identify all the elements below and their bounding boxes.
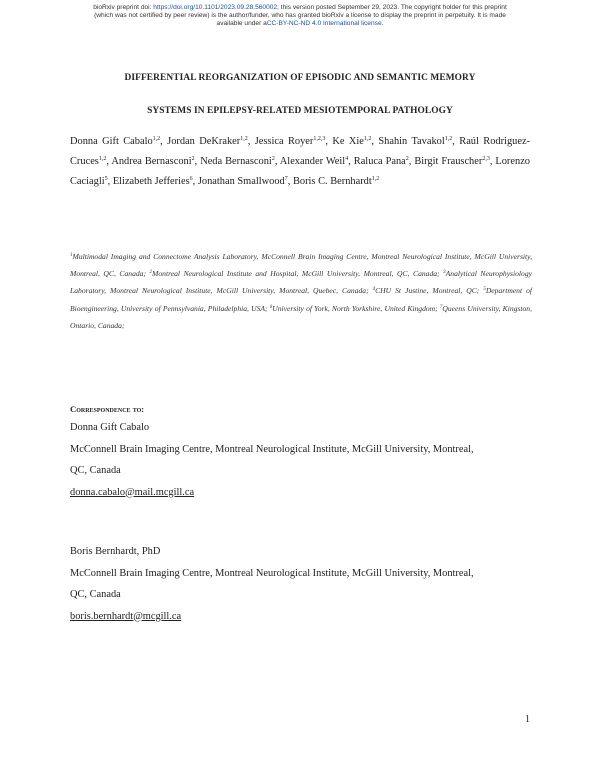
contact-email-link[interactable]: donna.cabalo@mail.mcgill.ca [70,486,195,498]
affiliation-list [70,248,532,334]
contact-address-line-2: QC, Canada [70,465,121,476]
author-name: Birgit Frauscher [414,155,483,167]
author-entry [332,136,371,147]
contact-address-line-1: McConnell Brain Imaging Centre, Montreal Neurological Institute, McGill University, Montreal, [70,567,474,579]
author-affiliation-marker: 1,2,3 [313,136,326,142]
doi-link[interactable]: https://doi.org/10.1101/2023.09.28.560002 [153,4,278,11]
author-entry [198,176,288,187]
affiliation-number: 6 [269,304,273,310]
contact-address-line-1: McConnell Brain Imaging Centre, Montreal Neurological Institute, McGill University, Montreal, [70,443,474,455]
author-entry [200,156,275,167]
author-affiliation-marker: 6 [189,175,193,182]
affiliation-entry [270,304,438,313]
author-name: Ke Xie [332,136,364,147]
affiliation-number: 4 [372,287,376,293]
affiliation-number: 3 [443,270,446,276]
author-affiliation-marker: 1,2 [371,175,380,182]
author-affiliation-marker: 5 [104,175,108,182]
author-affiliation-marker: 1,2 [98,155,107,162]
author-entry [414,156,489,167]
author-affiliation-marker: 7 [284,175,288,182]
author-name: Neda Bernasconi [200,155,272,167]
affiliation-number: 1 [70,253,73,258]
author-name: Jessica Royer [254,136,314,147]
author-list: Donna Gift Cabalo$^{1,2}$, Jordan DeKraker$^{1,2}$, Jessica Royer$^{1,2,3}$, Ke Xie$^{1,2}$, Shahin Tavakol$^{1,2}$, Raúl Rodriguez-Cruces$^{1,2}$, Andrea Bernasconi$^2$, Neda Bernasconi$^2$, Alexander Weil$^4$, Raluca Pana$^2$, Birgit Frauscher$^{2,3}$, Lorenzo Caciagli$^5$, Elizabeth Jefferies$^6$, Jonathan Smallwood$^7$, Boris C. Bernhardt$^{1,2}$ [70,136,531,187]
author-entry [167,136,248,147]
affiliation-text: Queens University, Kingston, Ontario, Canada; [70,303,532,330]
affiliation-entry [150,269,440,278]
author-name: Shahin Tavakol [378,136,445,147]
author-entry [70,136,160,147]
author-affiliation-marker: 2 [405,155,409,162]
author-affiliation-marker: 1,2 [152,136,161,142]
preprint-notice [40,4,560,28]
affiliation-text: Analytical Neurophysiology Laboratory, Montreal Neurological Institute, McGill University, Montreal, Quebec, Canada; [70,269,532,296]
correspondence-contact-1 [70,417,530,503]
contact-email-link[interactable]: boris.bernhardt@mcgill.ca [70,610,182,622]
author-affiliation-marker: 2,3 [482,155,490,162]
author-entry [111,156,194,167]
author-affiliation-marker: 1,2 [240,136,248,142]
preprint-doi-prefix: bioRxiv preprint doi: [93,4,154,11]
author-affiliation-marker: 2 [191,155,195,162]
author-entry [293,176,379,187]
preprint-available-under: available under a [216,20,267,27]
author-name: Donna Gift Cabalo [70,136,153,147]
author-affiliation-marker: 4 [345,155,349,162]
affiliation-entry [373,286,480,295]
affiliation-text: Department of Bioengineering, University of Pennsylvania, Philadelphia, USA; [70,286,532,313]
preprint-license-statement: (which was not certified by peer review) is the author/funder, who has granted bioRxiv a license to display the preprint in perpetuity. It is made [94,12,506,19]
paper-title-line-2: SYSTEMS IN EPILEPSY-RELATED MESIOTEMPORAL PATHOLOGY [147,106,453,116]
author-entry [113,176,193,187]
author-entry [378,136,452,147]
paper-title-line-1: DIFFERENTIAL REORGANIZATION OF EPISODIC AND SEMANTIC MEMORY [124,73,476,83]
contact-address-line-2: QC, Canada [70,589,121,600]
correspondence-heading: Correspondence to: [70,404,145,414]
author-name: Boris C. Bernhardt [292,175,372,187]
author-name: Raúl Rodriguez-Cruces [70,136,531,167]
author-entry [255,136,326,147]
author-name: Elizabeth Jefferies [112,175,190,187]
preprint-posted-text: ; this version posted September 29, 2023. The copyright holder for this preprint [277,4,507,11]
contact-name: Boris Bernhardt, PhD [70,546,161,557]
author-entry [354,156,409,167]
license-link[interactable]: CC-BY-NC-ND 4.0 International license [266,20,382,27]
author-affiliation-marker: 2 [271,155,275,162]
correspondence-contact-2 [70,541,530,627]
affiliation-text: Multimodal Imaging and Connectome Analysis Laboratory, McConnell Brain Imaging Centre, Montreal Neurological Institute, McGill University, Montreal, QC, Canada; [70,252,532,279]
preprint-period: . [381,20,384,27]
page-number: 1 [525,714,530,725]
affiliation-number: 2 [149,270,153,276]
author-entry [280,156,348,167]
author-name: Andrea Bernasconi [111,155,192,167]
author-name: Jordan DeKraker [167,136,241,147]
affiliation-text: University of York, North Yorkshire, United Kingdom; [272,303,438,313]
author-name: Lorenzo Caciagli [70,155,531,187]
author-name: Raluca Pana [353,155,406,167]
author-name: Jonathan Smallwood [197,175,285,187]
author-affiliation-marker: 1,2 [363,136,372,142]
contact-name: Donna Gift Cabalo [70,422,150,433]
affiliation-text: Montreal Neurological Institute and Hospital, McGill University, Montreal, QC, Canada; [152,269,440,279]
affiliation-number: 7 [439,304,443,310]
affiliation-number: 5 [483,287,486,293]
author-name: Alexander Weil [279,155,346,167]
author-affiliation-marker: 1,2 [444,136,453,142]
affiliation-text: CHU St Justine, Montreal, QC; [375,286,480,296]
